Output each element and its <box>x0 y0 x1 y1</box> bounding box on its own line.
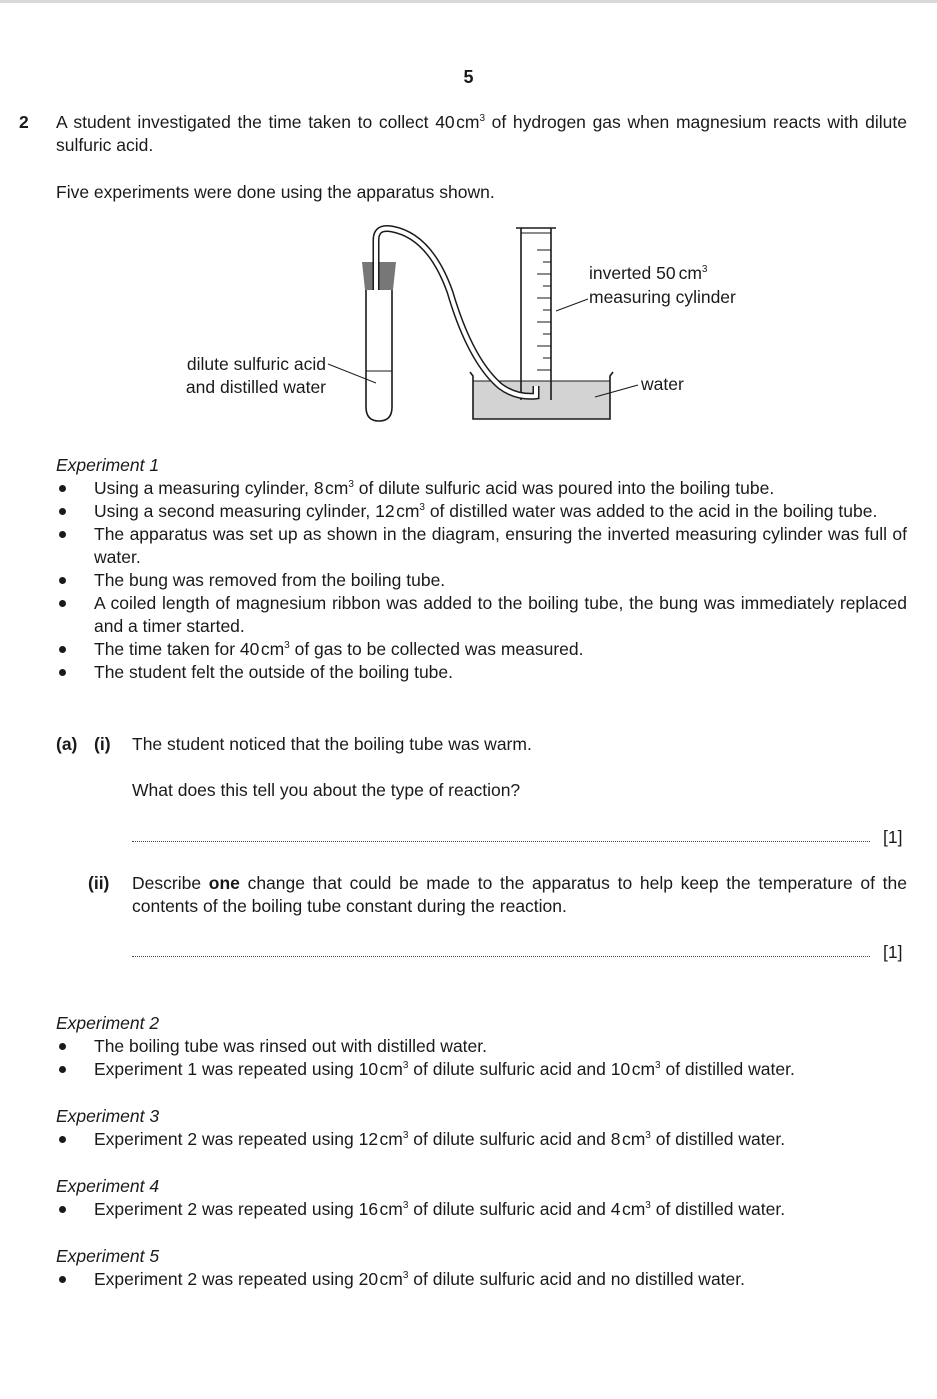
experiment-2-steps <box>56 1035 907 1081</box>
experiment-5 <box>56 1245 907 1291</box>
label-cylinder-line2: measuring cylinder <box>589 287 736 307</box>
part-a-ii-text: Describe one change that could be made to the apparatus to help keep the temperature of the contents of the boiling tube constant during the reaction. <box>132 873 907 916</box>
label-acid-line1: dilute sulfuric acid <box>186 354 326 374</box>
list-item: The boiling tube was rinsed out with distilled water. <box>56 1035 907 1058</box>
experiment-3 <box>56 1105 907 1151</box>
list-item: Experiment 1 was repeated using 10 $cm^3$ of dilute sulfuric acid and 10 $cm^3$ of distilled water. <box>56 1058 907 1081</box>
question-intro: A student investigated the time taken to collect 40 $cm^3$ of hydrogen gas when magnesium reacts with dilute sulfuric acid. <box>56 112 907 155</box>
top-border <box>0 0 937 3</box>
experiment-5-steps <box>56 1268 907 1291</box>
list-item: Using a second measuring cylinder, 12 $cm^3$ of distilled water was added to the acid in the boiling tube. <box>56 500 907 523</box>
part-a-ii-label: (ii) <box>88 873 110 893</box>
part-a-i-label: (i) <box>94 734 111 754</box>
list-item: Experiment 2 was repeated using 12 $cm^3$ of dilute sulfuric acid and 8 $cm^3$ of distilled water. <box>56 1128 907 1151</box>
boiling-tube <box>366 274 392 421</box>
list-item: Experiment 2 was repeated using 20 $cm^3$ of dilute sulfuric acid and no distilled water. <box>56 1268 907 1291</box>
mark-a-ii: [1] <box>883 942 903 962</box>
question-number: 2 <box>19 112 29 132</box>
experiment-4-steps <box>56 1198 907 1221</box>
label-cylinder-line1: inverted 50 $cm^3$ <box>589 263 708 283</box>
trough-water <box>473 381 610 419</box>
experiment-2 <box>56 1012 907 1081</box>
measuring-cylinder <box>516 228 556 400</box>
part-a-label: (a) <box>56 734 78 754</box>
part-a-i-question: What does this tell you about the type of reaction? <box>132 780 521 800</box>
list-item: The bung was removed from the boiling tube. <box>56 569 907 592</box>
list-item: A coiled length of magnesium ribbon was added to the boiling tube, the bung was immediately replaced and a timer started. <box>56 592 907 638</box>
list-item: The student felt the outside of the boiling tube. <box>56 661 907 684</box>
label-acid-line2: and distilled water <box>185 377 326 397</box>
experiment-3-title: Experiment 3 <box>56 1106 160 1126</box>
experiment-1-steps <box>56 477 907 684</box>
page-number: 5 <box>463 67 474 87</box>
list-item: Experiment 2 was repeated using 16 $cm^3$ of dilute sulfuric acid and 4 $cm^3$ of distilled water. <box>56 1198 907 1221</box>
list-item: The apparatus was set up as shown in the diagram, ensuring the inverted measuring cylinder was full of water. <box>56 523 907 569</box>
answer-line-a-i[interactable] <box>132 841 870 842</box>
apparatus-diagram <box>0 215 937 435</box>
apparatus-intro: Five experiments were done using the apparatus shown. <box>56 182 495 202</box>
experiment-1-title: Experiment 1 <box>56 455 160 475</box>
list-item: Using a measuring cylinder, 8 $cm^3$ of dilute sulfuric acid was poured into the boiling tube. <box>56 477 907 500</box>
experiment-1 <box>56 454 907 684</box>
mark-a-i: [1] <box>883 827 903 847</box>
experiment-5-title: Experiment 5 <box>56 1246 160 1266</box>
experiment-3-steps <box>56 1128 907 1151</box>
experiment-4 <box>56 1175 907 1221</box>
list-item: The time taken for 40 $cm^3$ of gas to be collected was measured. <box>56 638 907 661</box>
label-water: water <box>641 374 684 394</box>
experiment-4-title: Experiment 4 <box>56 1176 160 1196</box>
experiment-2-title: Experiment 2 <box>56 1013 160 1033</box>
part-a-i-text: The student noticed that the boiling tube was warm. <box>132 734 532 754</box>
cylinder-graduations <box>537 250 551 370</box>
answer-line-a-ii[interactable] <box>132 956 870 957</box>
